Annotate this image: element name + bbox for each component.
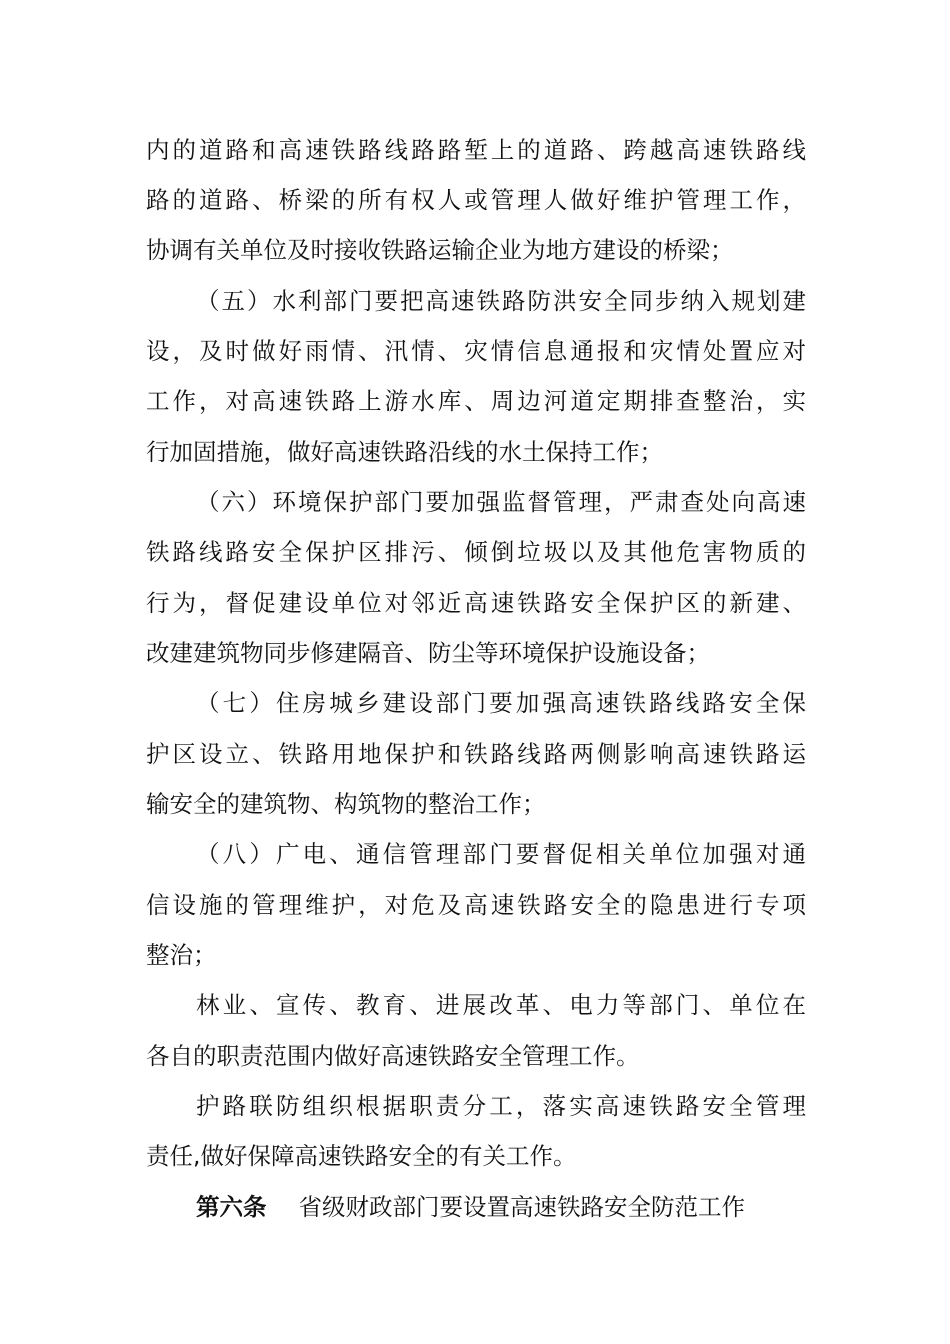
text-line: 护路联防组织根据职责分工，落实高速铁路安全管理 xyxy=(196,1092,806,1120)
text-line: （六）环境保护部门要加强监督管理，严肃查处向高速 xyxy=(196,488,806,516)
text-line: 林业、宣传、教育、进展改革、电力等部门、单位在 xyxy=(196,991,806,1019)
text-line: 责任,做好保障高速铁路安全的有关工作。 xyxy=(146,1142,577,1170)
text-line: 护区设立、铁路用地保护和铁路线路两侧影响高速铁路运 xyxy=(146,740,806,768)
text-line: 铁路线路安全保护区排污、倾倒垃圾以及其他危害物质的 xyxy=(146,538,806,566)
text-line: （七）住房城乡建设部门要加强高速铁路线路安全保 xyxy=(196,689,806,717)
article-line xyxy=(196,1187,806,1227)
text-line: 路的道路、桥梁的所有权人或管理人做好维护管理工作， xyxy=(146,186,806,214)
text-line: 设，及时做好雨情、汛情、灾情信息通报和灾情处置应对 xyxy=(146,337,806,365)
text-line: 行为，督促建设单位对邻近高速铁路安全保护区的新建、 xyxy=(146,589,806,617)
text-line: 各自的职责范围内做好高速铁路安全管理工作。 xyxy=(146,1042,640,1070)
text-line: 行加固措施，做好高速铁路沿线的水土保持工作； xyxy=(146,438,663,466)
text-line: （五）水利部门要把高速铁路防洪安全同步纳入规划建 xyxy=(196,287,806,315)
text-line: 整治； xyxy=(146,941,217,969)
text-line: 信设施的管理维护，对危及高速铁路安全的隐患进行专项 xyxy=(146,891,806,919)
article-text: 省级财政部门要设置高速铁路安全防范工作 xyxy=(298,1193,745,1221)
text-line: 内的道路和高速铁路线路路堑上的道路、跨越高速铁路线 xyxy=(146,136,806,164)
text-line: （八）广电、通信管理部门要督促相关单位加强对通 xyxy=(196,840,806,868)
article-label: 第六条 xyxy=(196,1193,267,1221)
text-line: 协调有关单位及时接收铁路运输企业为地方建设的桥梁； xyxy=(146,236,734,264)
text-line: 输安全的建筑物、构筑物的整治工作； xyxy=(146,790,546,818)
text-line: 改建建筑物同步修建隔音、防尘等环境保护设施设备； xyxy=(146,639,710,667)
text-line: 工作，对高速铁路上游水库、周边河道定期排查整治，实 xyxy=(146,387,806,415)
